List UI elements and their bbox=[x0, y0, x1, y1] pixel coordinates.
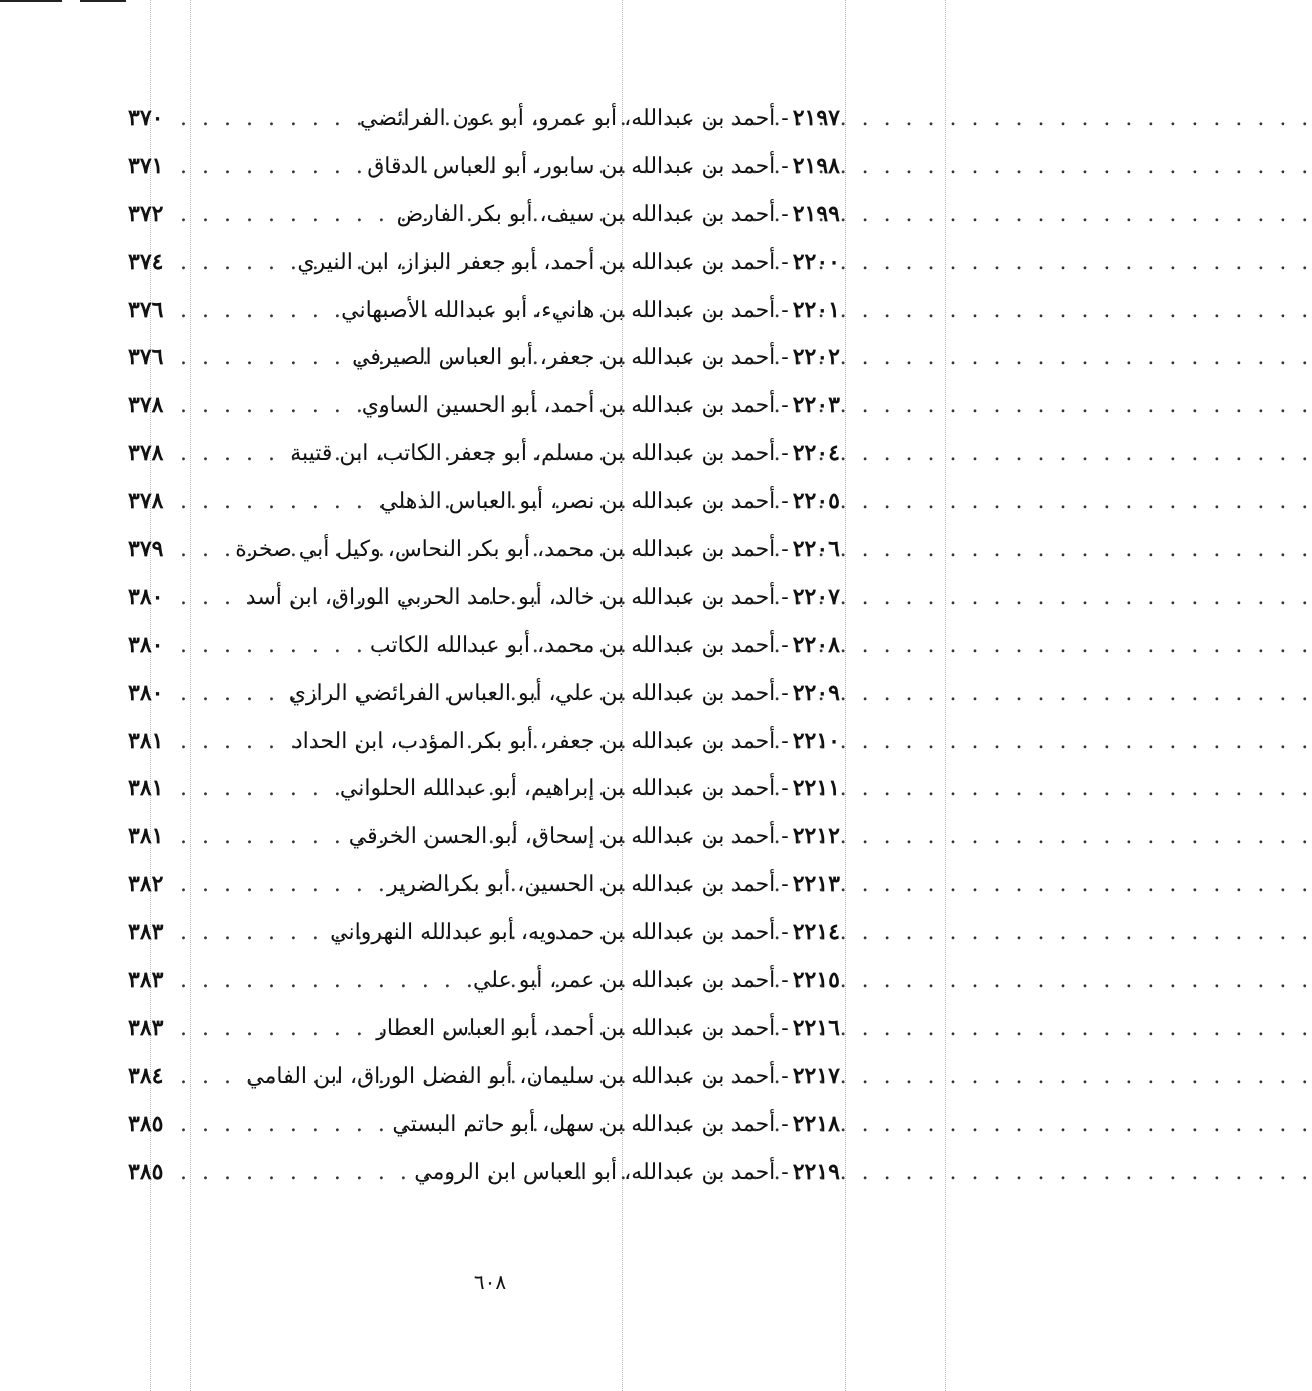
dot-leader bbox=[180, 813, 343, 861]
entry-dash: - bbox=[781, 872, 789, 898]
entry-title: أحمد بن عبدالله بن إسحاق، أبو الحسن الخرقي bbox=[348, 824, 776, 850]
toc-entry[interactable] bbox=[128, 287, 840, 335]
table-of-contents bbox=[128, 95, 840, 1196]
entry-title: أحمد بن عبدالله، أبو العباس ابن الرومي bbox=[414, 1159, 776, 1185]
entry-page-number: ٣٧١ bbox=[128, 152, 164, 179]
entry-number: ٢٢١٨ bbox=[792, 1110, 840, 1137]
entry-page-number: ٣٧٨ bbox=[128, 488, 164, 515]
entry-dash: - bbox=[781, 201, 789, 227]
entry-title: أحمد بن عبدالله بن محمد، أبو بكر النحاس، وكيل أبي صخرة bbox=[235, 537, 776, 563]
dot-leader bbox=[180, 478, 374, 526]
entry-number: ٢٢٠٧ bbox=[792, 583, 840, 610]
entry-title: أحمد بن عبدالله بن مسلم، أبو جعفر الكاتب، ابن قتيبة bbox=[290, 441, 776, 467]
entry-number: ٢١٩٧ bbox=[792, 105, 840, 131]
dot-leader bbox=[180, 1101, 386, 1149]
dot-leader bbox=[180, 957, 467, 1005]
scan-edge-line-left bbox=[0, 0, 62, 2]
entry-page-number: ٣٨٣ bbox=[128, 967, 164, 994]
scan-edge-line-right bbox=[80, 0, 126, 2]
entry-dash: - bbox=[781, 106, 789, 131]
entry-dash: - bbox=[781, 680, 789, 706]
toc-entry[interactable] bbox=[128, 718, 840, 766]
page-number: ٦٠٨ bbox=[473, 1270, 507, 1294]
entry-page-number: ٣٨٠ bbox=[128, 583, 164, 610]
dot-leader bbox=[180, 287, 335, 335]
entry-page-number: ٣٨٥ bbox=[128, 1158, 164, 1185]
entry-number: ٢٢٠٩ bbox=[792, 679, 840, 706]
entry-title: أحمد بن عبدالله بن حمدويه، أبو عبدالله النهرواني bbox=[330, 920, 776, 946]
entry-number: ٢٢١٩ bbox=[792, 1158, 840, 1185]
toc-entry[interactable] bbox=[128, 143, 840, 191]
entry-number: ٢٢٠١ bbox=[792, 296, 840, 323]
entry-title: أحمد بن عبدالله بن إبراهيم، أبو عبدالله الحلواني bbox=[339, 776, 776, 802]
entry-dash: - bbox=[781, 920, 789, 946]
toc-entry[interactable] bbox=[128, 1149, 840, 1197]
dot-leader bbox=[180, 622, 364, 670]
entry-title: أحمد بن عبدالله بن الحسين، أبو بكرالضرير bbox=[386, 872, 776, 898]
entry-page-number: ٣٨٥ bbox=[128, 1110, 164, 1137]
dot-leader bbox=[180, 95, 354, 143]
entry-dash: - bbox=[781, 249, 789, 275]
entry-number: ٢٢١٥ bbox=[792, 967, 840, 994]
dot-leader bbox=[180, 718, 287, 766]
entry-page-number: ٣٧٦ bbox=[128, 344, 164, 371]
entry-number: ٢٢٠٨ bbox=[792, 631, 840, 658]
dot-leader bbox=[180, 574, 240, 622]
entry-page-number: ٣٨٣ bbox=[128, 919, 164, 946]
entry-page-number: ٣٨١ bbox=[128, 823, 164, 850]
entry-dash: - bbox=[781, 1063, 789, 1089]
entry-dash: - bbox=[781, 441, 789, 467]
entry-title: أحمد بن عبدالله بن سابور، أبو العباس الدقاق bbox=[367, 153, 776, 179]
entry-page-number: ٣٧٩ bbox=[128, 536, 164, 563]
entry-dash: - bbox=[781, 537, 789, 563]
toc-entry[interactable] bbox=[128, 670, 840, 718]
entry-title: أحمد بن عبدالله بن هانيء، أبو عبدالله الأصبهاني bbox=[341, 297, 776, 323]
entry-title: أحمد بن عبدالله بن سيف، أبو بكر الفارض bbox=[396, 201, 776, 227]
entry-dash: - bbox=[781, 1159, 789, 1185]
entry-dash: - bbox=[781, 584, 789, 610]
entry-number: ٢٢٠٣ bbox=[792, 392, 840, 419]
dot-leader bbox=[180, 430, 284, 478]
toc-entry[interactable] bbox=[128, 191, 840, 239]
entry-page-number: ٣٨١ bbox=[128, 727, 164, 754]
dot-leader bbox=[180, 1005, 370, 1053]
entry-title: أحمد بن عبدالله بن أحمد، أبو العباس العطار bbox=[376, 1015, 776, 1041]
toc-entry[interactable] bbox=[128, 765, 840, 813]
entry-page-number: ٣٧٦ bbox=[128, 296, 164, 323]
entry-title: أحمد بن عبدالله بن خالد، أبو حامد الحربي الوراق، ابن أسد bbox=[245, 584, 776, 610]
entry-dash: - bbox=[781, 345, 789, 371]
entry-dash: - bbox=[781, 1111, 789, 1137]
toc-entry[interactable] bbox=[128, 382, 840, 430]
toc-entry[interactable] bbox=[128, 334, 840, 382]
entry-title: أحمد بن عبدالله بن عمر، أبو علي bbox=[472, 968, 776, 994]
dot-leader bbox=[180, 191, 391, 239]
entry-page-number: ٣٨١ bbox=[128, 775, 164, 802]
toc-entry[interactable] bbox=[128, 1101, 840, 1149]
entry-number: ٢٢١٦ bbox=[792, 1014, 840, 1041]
toc-entry[interactable] bbox=[128, 574, 840, 622]
entry-title: أحمد بن عبدالله بن محمد، أبو عبدالله الكاتب bbox=[369, 632, 776, 658]
entry-page-number: ٣٧٨ bbox=[128, 440, 164, 467]
entry-dash: - bbox=[781, 297, 789, 323]
toc-entry[interactable] bbox=[128, 622, 840, 670]
entry-number: ٢٢١١ bbox=[792, 775, 840, 802]
toc-entry[interactable] bbox=[128, 957, 840, 1005]
entry-number: ٢٢٠٠ bbox=[792, 248, 840, 275]
entry-number: ٢٢٠٦ bbox=[792, 536, 840, 563]
dot-leader bbox=[180, 382, 356, 430]
toc-entry[interactable] bbox=[128, 430, 840, 478]
entry-page-number: ٣٨٠ bbox=[128, 631, 164, 658]
toc-entry[interactable] bbox=[128, 1005, 840, 1053]
entry-number: ٢٢١٧ bbox=[792, 1062, 840, 1089]
entry-number: ٢١٩٨ bbox=[792, 152, 840, 179]
entry-page-number: ٣٨٠ bbox=[128, 679, 164, 706]
toc-entry[interactable] bbox=[128, 861, 840, 909]
entry-page-number: ٣٨٣ bbox=[128, 1014, 164, 1041]
entry-dash: - bbox=[781, 632, 789, 658]
entry-title: أحمد بن عبدالله بن نصر، أبو العباس الذهلي bbox=[380, 489, 776, 515]
entry-dash: - bbox=[781, 968, 789, 994]
entry-title: أحمد بن عبدالله بن جعفر، أبو بكر المؤدب، ابن الحداد bbox=[292, 728, 776, 754]
toc-entry[interactable] bbox=[128, 478, 840, 526]
entry-number: ٢٢١٢ bbox=[792, 823, 840, 850]
entry-title: أحمد بن عبدالله، أبو عمرو، أبو عون الفرائضي bbox=[359, 106, 776, 131]
dot-leader bbox=[180, 861, 381, 909]
dot-leader bbox=[180, 526, 229, 574]
entry-title: أحمد بن عبدالله بن سهل، أبو حاتم البستي bbox=[392, 1111, 776, 1137]
entry-number: ٢٢٠٤ bbox=[792, 440, 840, 467]
entry-title: أحمد بن عبدالله بن علي، أبو العباس الفرائضي الرازي bbox=[288, 680, 776, 706]
entry-dash: - bbox=[781, 1015, 789, 1041]
dot-leader bbox=[180, 765, 334, 813]
dot-leader bbox=[180, 239, 291, 287]
entry-dash: - bbox=[781, 824, 789, 850]
entry-number: ٢٢٠٥ bbox=[792, 488, 840, 515]
entry-title: أحمد بن عبدالله بن أحمد، أبو جعفر البزاز، ابن النيري bbox=[297, 249, 776, 275]
toc-entry[interactable] bbox=[128, 239, 840, 287]
toc-entry[interactable] bbox=[128, 1053, 840, 1101]
dot-leader bbox=[180, 143, 361, 191]
dot-leader bbox=[180, 670, 283, 718]
dot-leader bbox=[180, 334, 346, 382]
entry-number: ٢٢١٣ bbox=[792, 871, 840, 898]
dot-leader bbox=[180, 909, 324, 957]
entry-number: ٢٢١٠ bbox=[792, 727, 840, 754]
entry-dash: - bbox=[781, 489, 789, 515]
toc-entry[interactable] bbox=[128, 909, 840, 957]
entry-page-number: ٣٧٤ bbox=[128, 248, 164, 275]
entry-number: ٢٢١٤ bbox=[792, 919, 840, 946]
dot-leader bbox=[180, 1149, 408, 1197]
entry-dash: - bbox=[781, 728, 789, 754]
entry-page-number: ٣٧٢ bbox=[128, 200, 164, 227]
toc-entry[interactable] bbox=[128, 95, 840, 143]
entry-dash: - bbox=[781, 776, 789, 802]
entry-page-number: ٣٧٨ bbox=[128, 392, 164, 419]
dot-leader bbox=[180, 1053, 240, 1101]
entry-page-number: ٣٧٠ bbox=[128, 105, 164, 131]
entry-number: ٢١٩٩ bbox=[792, 200, 840, 227]
entry-number: ٢٢٠٢ bbox=[792, 344, 840, 371]
entry-title: أحمد بن عبدالله بن جعفر، أبو العباس الصيرفي bbox=[352, 345, 776, 371]
entry-page-number: ٣٨٢ bbox=[128, 871, 164, 898]
entry-dash: - bbox=[781, 153, 789, 179]
toc-entry[interactable] bbox=[128, 526, 840, 574]
entry-dash: - bbox=[781, 393, 789, 419]
entry-title: أحمد بن عبدالله بن أحمد، أبو الحسين الساوي bbox=[361, 393, 776, 419]
entry-title: أحمد بن عبدالله بن سليمان، أبو الفضل الوراق، ابن الفامي bbox=[246, 1063, 776, 1089]
toc-entry[interactable] bbox=[128, 813, 840, 861]
entry-page-number: ٣٨٤ bbox=[128, 1062, 164, 1089]
